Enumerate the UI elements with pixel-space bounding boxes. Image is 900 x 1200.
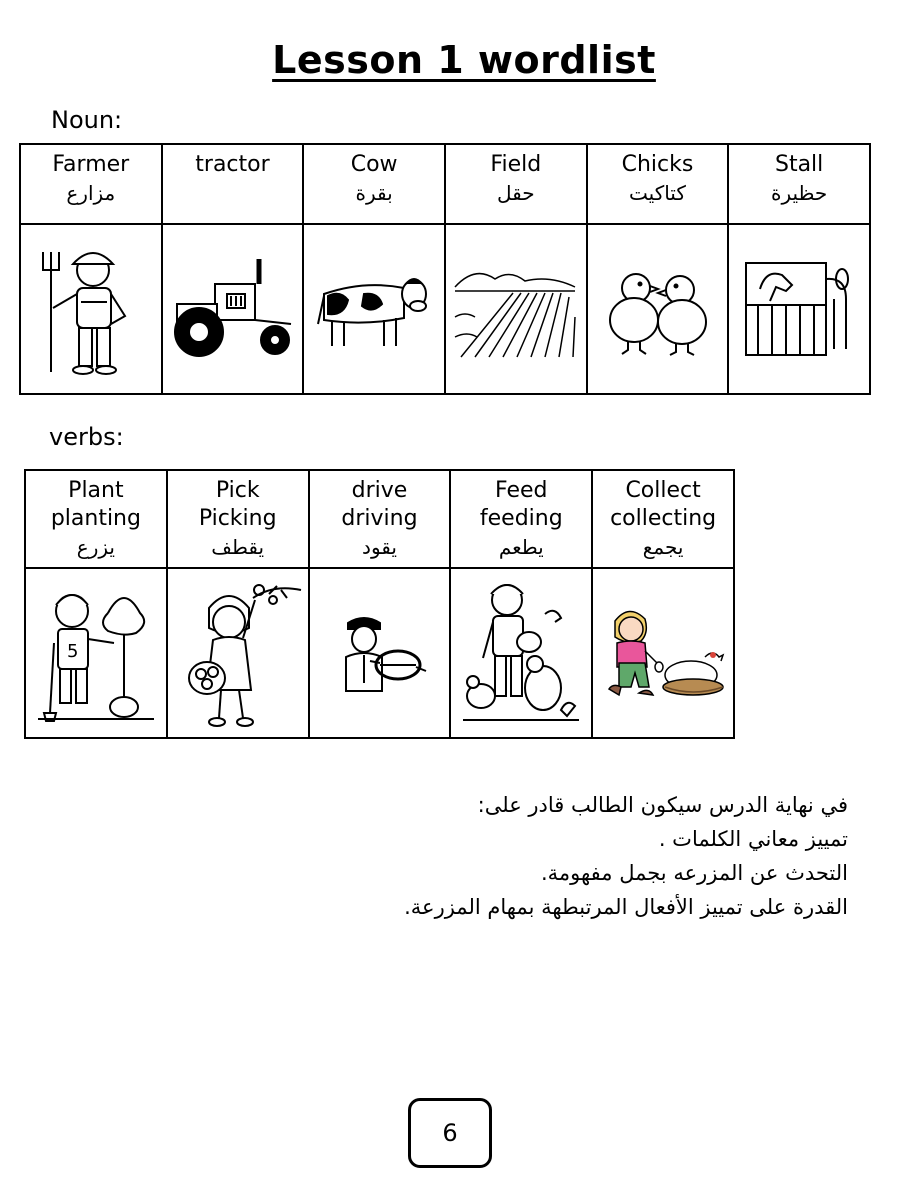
farmer-icon [31, 242, 151, 377]
girl-collecting-icon [601, 603, 726, 703]
verb-ing: driving [341, 506, 418, 531]
field-icon [453, 257, 578, 362]
learning-objectives [288, 788, 848, 924]
verb-cell [592, 470, 734, 568]
verb-picture-cell [25, 568, 167, 738]
svg-text:5: 5 [66, 641, 79, 662]
noun-word: Stall [774, 152, 824, 177]
noun-word: tractor [195, 152, 270, 177]
objective-item: القدرة على تمييز الأفعال المرتبطهة بمهام المزرعة. [404, 895, 848, 919]
verb-picture-cell [450, 568, 592, 738]
stall-icon [742, 259, 857, 359]
verb-arabic: يقطف [211, 535, 265, 559]
noun-arabic: بقرة [355, 181, 393, 205]
verbs-label: verbs: [49, 423, 124, 451]
noun-word: Field [490, 152, 542, 177]
verb-ing: planting [50, 506, 141, 531]
verb-picture-cell [167, 568, 309, 738]
noun-picture-cell [445, 224, 587, 394]
boy-planting-icon [36, 583, 156, 723]
chicks-icon [600, 262, 715, 357]
man-driving-icon [324, 613, 434, 693]
tractor-icon [167, 254, 297, 364]
noun-picture-cell [303, 224, 445, 394]
page-title: Lesson 1 wordlist [272, 38, 656, 82]
verbs-table [24, 469, 735, 739]
noun-cell [587, 144, 729, 224]
page-number: 6 [408, 1098, 492, 1168]
noun-arabic: حظيرة [770, 181, 828, 205]
verb-arabic: يزرع [76, 535, 115, 559]
verb-arabic: يقود [362, 535, 397, 559]
noun-arabic: مزارع [66, 181, 116, 205]
nouns-label: Noun: [51, 106, 123, 134]
objective-item: التحدث عن المزرعه بجمل مفهومة. [540, 861, 848, 885]
verb-arabic: يجمع [642, 535, 684, 559]
noun-cell [445, 144, 587, 224]
verb-base: Pick [215, 478, 260, 503]
verb-cell [25, 470, 167, 568]
verb-base: drive [351, 478, 408, 503]
verb-ing: Picking [198, 506, 277, 531]
verb-base: Plant [68, 478, 124, 503]
verb-base: Collect [625, 478, 701, 503]
noun-picture-cell [162, 224, 304, 394]
noun-arabic: كتاكيت [629, 181, 686, 205]
noun-picture-cell [587, 224, 729, 394]
noun-cell [303, 144, 445, 224]
girl-picking-icon [173, 578, 303, 728]
noun-picture-cell [728, 224, 870, 394]
verb-cell [450, 470, 592, 568]
verb-ing: feeding [479, 506, 563, 531]
verb-cell [167, 470, 309, 568]
verb-cell [309, 470, 451, 568]
noun-cell [162, 144, 304, 224]
verb-picture-cell [592, 568, 734, 738]
objective-heading: في نهاية الدرس سيكون الطالب قادر على: [477, 793, 848, 817]
noun-word: Farmer [52, 152, 130, 177]
noun-arabic: حقل [496, 181, 535, 205]
boy-feeding-icon [461, 578, 581, 728]
verb-arabic: يطعم [498, 535, 544, 559]
noun-word: Chicks [621, 152, 694, 177]
verb-base: Feed [495, 478, 548, 503]
objective-item: تمييز معاني الكلمات . [658, 827, 848, 851]
noun-word: Cow [350, 152, 398, 177]
noun-picture-cell [20, 224, 162, 394]
nouns-table [19, 143, 871, 395]
verb-picture-cell [309, 568, 451, 738]
noun-cell [728, 144, 870, 224]
cow-icon [314, 264, 434, 354]
verb-ing: collecting [610, 506, 717, 531]
noun-cell [20, 144, 162, 224]
